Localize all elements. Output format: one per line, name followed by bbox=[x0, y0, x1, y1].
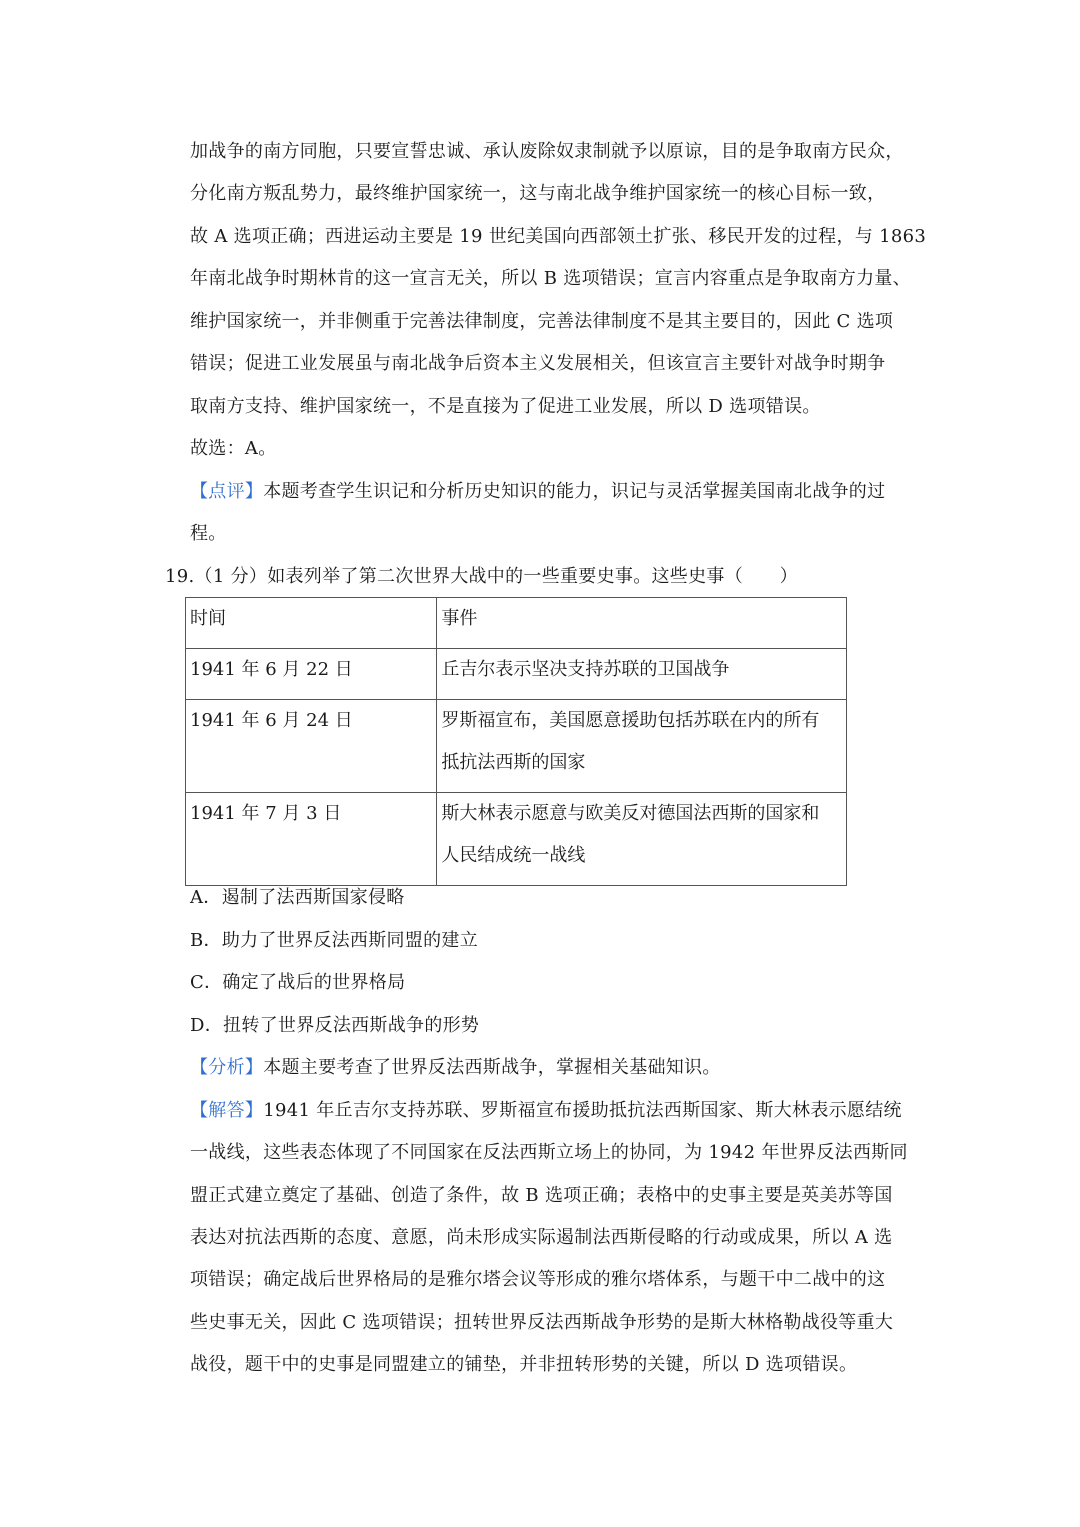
solution-continuation-line: 维护国家统一，并非侧重于完善法律制度，完善法律制度不是其主要目的，因此 C 选项 bbox=[190, 311, 894, 332]
table-header-time: 时间 bbox=[186, 598, 437, 649]
table-cell-event: 罗斯福宣布，美国愿意援助包括苏联在内的所有 抵抗法西斯的国家 bbox=[437, 700, 847, 793]
solution-text-line: 些史事无关，因此 C 选项错误；扭转世界反法西斯战争形势的是斯大林格勒战役等重大 bbox=[190, 1312, 894, 1333]
solution-paragraph bbox=[190, 1099, 920, 1123]
table-cell-event: 丘吉尔表示坚决支持苏联的卫国战争 bbox=[437, 649, 847, 700]
solution-tag: 【解答】 bbox=[190, 1100, 264, 1121]
review-tag: 【点评】 bbox=[190, 481, 264, 502]
option-d: D．扭转了世界反法西斯战争的形势 bbox=[190, 1015, 480, 1036]
analysis-paragraph bbox=[190, 1056, 920, 1080]
events-table bbox=[185, 597, 847, 886]
question-stem: 19.（1 分）如表列举了第二次世界大战中的一些重要史事。这些史事（ ） bbox=[165, 566, 798, 587]
review-paragraph bbox=[190, 480, 920, 504]
solution-text-line: 战役，题干中的史事是同盟建立的铺垫，并非扭转形势的关键，所以 D 选项错误。 bbox=[190, 1354, 858, 1375]
table-row bbox=[186, 700, 847, 793]
solution-continuation-line: 故 A 选项正确；西进运动主要是 19 世纪美国向西部领土扩张、移民开发的过程，与 1863 bbox=[190, 226, 927, 247]
table-cell-date: 1941 年 6 月 24 日 bbox=[186, 700, 437, 793]
table-row bbox=[186, 793, 847, 886]
solution-continuation-line: 加战争的南方同胞，只要宣誓忠诚、承认废除奴隶制就予以原谅，目的是争取南方民众， bbox=[190, 141, 904, 162]
analysis-tag: 【分析】 bbox=[190, 1057, 264, 1078]
solution-text-line: 项错误；确定战后世界格局的是雅尔塔会议等形成的雅尔塔体系，与题干中二战中的这 bbox=[190, 1269, 886, 1290]
solution-text-line: 盟正式建立奠定了基础、创造了条件，故 B 选项正确；表格中的史事主要是英美苏等国 bbox=[190, 1185, 893, 1206]
solution-text-line: 表达对抗法西斯的态度、意愿，尚未形成实际遏制法西斯侵略的行动或成果，所以 A 选 bbox=[190, 1227, 893, 1248]
table-header-event: 事件 bbox=[437, 598, 847, 649]
review-text-line: 程。 bbox=[190, 523, 227, 544]
solution-continuation-line: 取南方支持、维护国家统一，不是直接为了促进工业发展，所以 D 选项错误。 bbox=[190, 396, 821, 417]
table-cell-date: 1941 年 7 月 3 日 bbox=[186, 793, 437, 886]
table-cell-event: 斯大林表示愿意与欧美反对德国法西斯的国家和 人民结成统一战线 bbox=[437, 793, 847, 886]
option-c: C．确定了战后的世界格局 bbox=[190, 972, 406, 993]
table-cell-date: 1941 年 6 月 22 日 bbox=[186, 649, 437, 700]
answer-line: 故选：A。 bbox=[190, 438, 277, 459]
table-row bbox=[186, 649, 847, 700]
solution-text: 1941 年丘吉尔支持苏联、罗斯福宣布援助抵抗法西斯国家、斯大林表示愿结统 bbox=[263, 1100, 902, 1121]
solution-continuation-line: 年南北战争时期林肯的这一宣言无关，所以 B 选项错误；宣言内容重点是争取南方力量、 bbox=[190, 268, 911, 289]
review-text: 本题考查学生识记和分析历史知识的能力，识记与灵活掌握美国南北战争的过 bbox=[263, 481, 886, 502]
solution-continuation-line: 分化南方叛乱势力，最终维护国家统一，这与南北战争维护国家统一的核心目标一致， bbox=[190, 183, 886, 204]
analysis-text: 本题主要考查了世界反法西斯战争，掌握相关基础知识。 bbox=[263, 1057, 721, 1078]
solution-continuation-line: 错误；促进工业发展虽与南北战争后资本主义发展相关，但该宣言主要针对战争时期争 bbox=[190, 353, 886, 374]
table-header-row bbox=[186, 598, 847, 649]
option-a: A．遏制了法西斯国家侵略 bbox=[190, 887, 405, 908]
solution-text-line: 一战线，这些表态体现了不同国家在反法西斯立场上的协同，为 1942 年世界反法西斯同 bbox=[190, 1142, 908, 1163]
option-b: B．助力了世界反法西斯同盟的建立 bbox=[190, 930, 479, 951]
